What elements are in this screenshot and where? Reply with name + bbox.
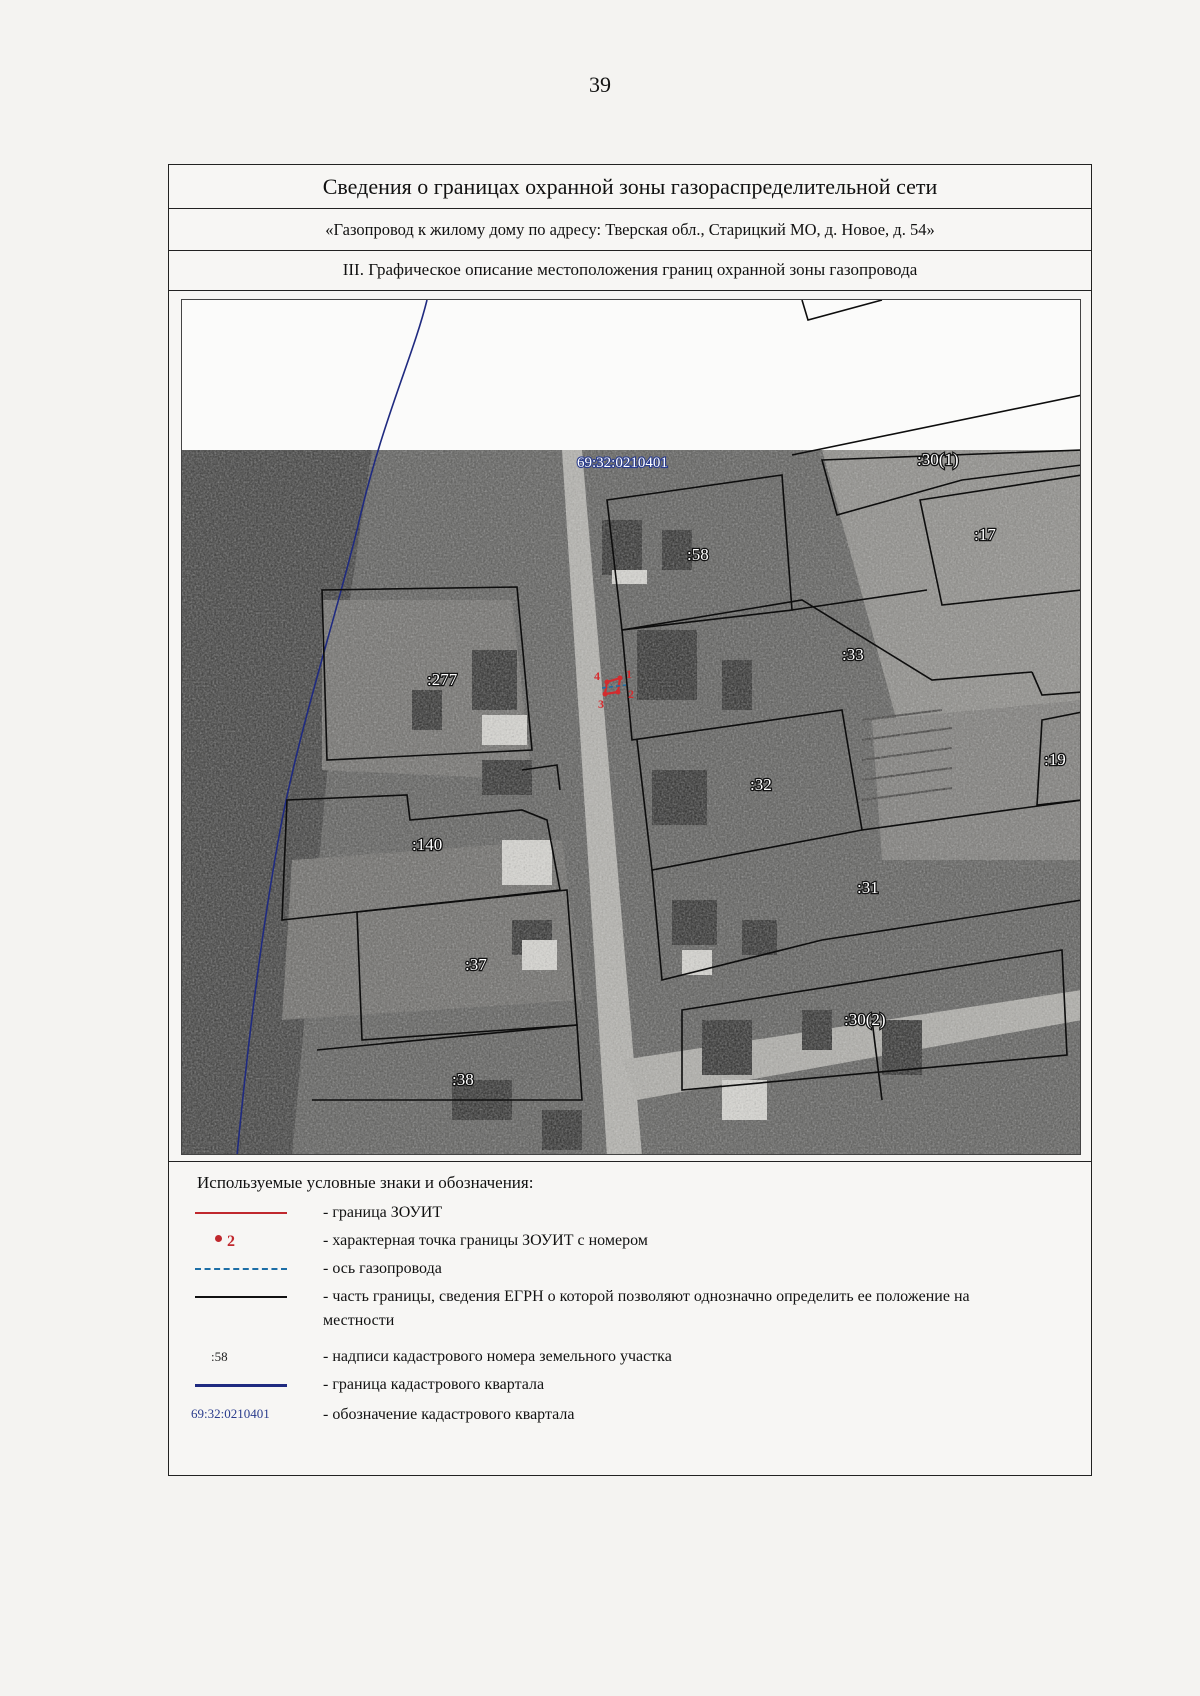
page-number: 39	[589, 72, 611, 97]
parcel-label-31: :31	[857, 878, 879, 897]
parcel-label-140: :140	[412, 835, 443, 854]
legend-desc: - часть границы, сведения ЕГРН о которой позволяют однозначно определить ее положение на местности	[323, 1288, 970, 1329]
parcel-label-30-1: :30(1)	[917, 450, 959, 469]
zone-point-2: 2	[628, 687, 634, 701]
blue-line-symbol	[195, 1384, 287, 1387]
parcel-label-17: :17	[974, 525, 996, 544]
legend-desc: - обозначение кадастрового квартала	[323, 1406, 575, 1423]
map-drawing	[182, 300, 1081, 1155]
parcel-label-58: :58	[687, 545, 709, 564]
parcel-label-19: :19	[1044, 750, 1066, 769]
document-frame	[168, 164, 1092, 1476]
map-divider	[169, 1161, 1091, 1162]
parcel-label-33: :33	[842, 645, 864, 664]
legend-item-quarter-label	[181, 1401, 1081, 1429]
legend-item-quarter-boundary	[181, 1371, 1081, 1399]
parcel-label-32: :32	[750, 775, 772, 794]
section-heading: III. Графическое описание местоположения границ охранной зоны газопровода	[169, 251, 1091, 291]
legend-item-zone-point	[181, 1227, 1081, 1255]
aerial-photo	[182, 450, 1081, 1155]
legend-item-parcel-label	[181, 1343, 1081, 1371]
legend	[181, 1165, 1081, 1473]
object-name: «Газопровод к жилому дому по адресу: Тверская обл., Старицкий МО, д. Новое, д. 54»	[169, 209, 1091, 251]
parcel-label-277: :277	[427, 670, 458, 689]
quarter-label-symbol: 69:32:0210401	[191, 1406, 270, 1421]
parcel-label-symbol: :58	[211, 1349, 228, 1364]
point-dot-symbol	[215, 1235, 222, 1242]
legend-desc: - граница кадастрового квартала	[323, 1376, 545, 1393]
parcel-label-38: :38	[452, 1070, 474, 1089]
legend-item-zone-boundary	[181, 1199, 1081, 1227]
zone-point-1: 1	[626, 667, 632, 681]
legend-item-parcel-boundary	[181, 1283, 1081, 1335]
legend-desc: - надписи кадастрового номера земельного участка	[323, 1348, 672, 1365]
legend-desc: - граница ЗОУИТ	[323, 1204, 443, 1221]
parcel-label-37: :37	[465, 955, 487, 974]
legend-desc: - характерная точка границы ЗОУИТ с номером	[323, 1232, 648, 1249]
point-number-symbol: 2	[227, 1233, 235, 1250]
quarter-label: 69:32:0210401	[577, 455, 668, 471]
cadastral-map	[181, 299, 1081, 1155]
legend-desc: - ось газопровода	[323, 1260, 442, 1277]
dashed-line-symbol	[195, 1268, 287, 1270]
red-line-symbol	[195, 1212, 287, 1214]
legend-item-pipeline-axis	[181, 1255, 1081, 1283]
parcel-label-30-2: :30(2)	[844, 1010, 886, 1029]
black-line-symbol	[195, 1296, 287, 1298]
document-title: Сведения о границах охранной зоны газораспределительной сети	[169, 165, 1091, 209]
zone-point-4: 4	[594, 669, 600, 683]
legend-heading: Используемые условные знаки и обозначения:	[197, 1173, 534, 1192]
zone-point-3: 3	[598, 697, 604, 711]
